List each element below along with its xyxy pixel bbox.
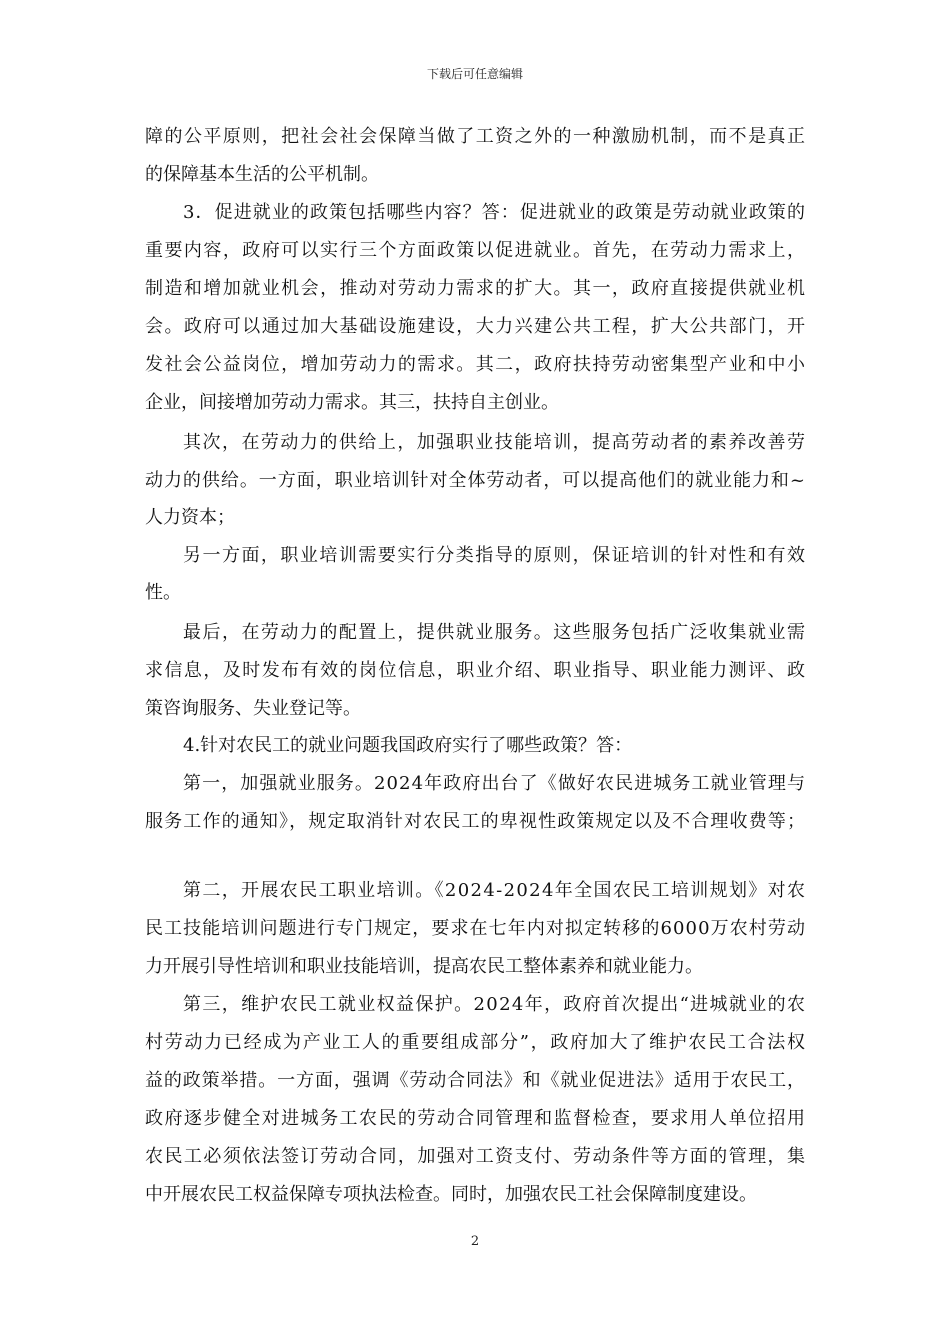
body-line: 益的政策举措。一方面，强调《劳动合同法》和《就业促进法》适用于农民工， <box>145 1070 806 1091</box>
body-line: 服务工作的通知》，规定取消针对农民工的卑视性政策规定以及不合理收费等； <box>145 811 807 832</box>
body-line: 发社会公益岗位，增加劳动力的需求。其二，政府扶持劳动密集型产业和中小 <box>145 354 807 375</box>
body-line: 动力的供给。一方面，职业培训针对全体劳动者，可以提高他们的就业能力和~ <box>145 470 806 491</box>
body-line: 农民工必须依法签订劳动合同，加强对工资支付、劳动条件等方面的管理，集 <box>145 1146 807 1167</box>
body-line: 企业，间接增加劳动力需求。其三，扶持自主创业。 <box>145 392 559 413</box>
body-line: 民工技能培训问题进行专门规定，要求在七年内对拟定转移的6000万农村劳动 <box>145 918 807 939</box>
body-line: 政府逐步健全对进城务工农民的劳动合同管理和监督检查，要求用人单位招用 <box>145 1108 807 1129</box>
body-line: 其次，在劳动力的供给上，加强职业技能培训，提高劳动者的素养改善劳 <box>183 432 807 453</box>
body-line: 4.针对农民工的就业问题我国政府实行了哪些政策？答： <box>183 735 633 756</box>
body-line: 障的公平原则，把社会社会保障当做了工资之外的一种激励机制，而不是真正 <box>145 126 807 147</box>
body-line: 第一，加强就业服务。2024年政府出台了《做好农民进城务工就业管理与 <box>183 773 807 794</box>
body-line: 第二，开展农民工职业培训。《2024-2024年全国农民工培训规划》对农 <box>183 880 807 901</box>
body-line: 的保障基本生活的公平机制。 <box>145 164 379 185</box>
body-line: 会。政府可以通过加大基础设施建设，大力兴建公共工程，扩大公共部门，开 <box>145 316 807 337</box>
body-line: 最后，在劳动力的配置上，提供就业服务。这些服务包括广泛收集就业需 <box>183 622 807 643</box>
body-line: 求信息，及时发布有效的岗位信息，职业介绍、职业指导、职业能力测评、政 <box>145 660 807 681</box>
body-line: 另一方面，职业培训需要实行分类指导的原则，保证培训的针对性和有效 <box>183 545 807 566</box>
body-line: 人力资本； <box>145 507 235 528</box>
body-line: 村劳动力已经成为产业工人的重要组成部分”，政府加大了维护农民工合法权 <box>145 1032 807 1053</box>
body-line: 策咨询服务、失业登记等。 <box>145 698 361 719</box>
body-line: 重要内容，政府可以实行三个方面政策以促进就业。首先，在劳动力需求上， <box>145 240 807 261</box>
body-line: 性。 <box>145 582 181 603</box>
body-line: 中开展农民工权益保障专项执法检查。同时，加强农民工社会保障制度建设。 <box>145 1184 757 1205</box>
body-line: 3．促进就业的政策包括哪些内容？答：促进就业的政策是劳动就业政策的 <box>183 202 807 223</box>
page-header: 下载后可任意编辑 <box>426 67 523 81</box>
body-line: 力开展引导性培训和职业技能培训，提高农民工整体素养和就业能力。 <box>145 956 703 977</box>
body-line: 第三，维护农民工就业权益保护。2024年，政府首次提出“进城就业的农 <box>183 994 807 1015</box>
body-line: 制造和增加就业机会，推动对劳动力需求的扩大。其一，政府直接提供就业机 <box>145 278 807 299</box>
page-number: 2 <box>470 1234 480 1249</box>
